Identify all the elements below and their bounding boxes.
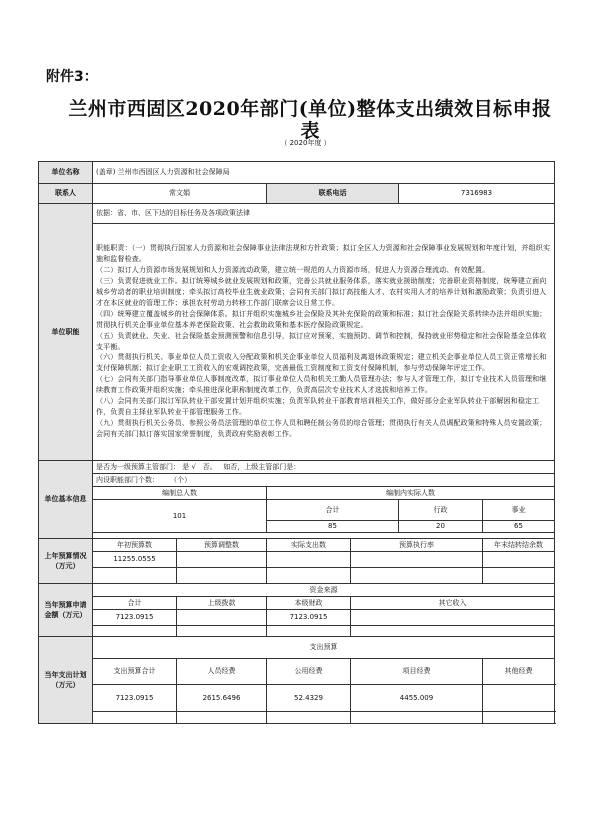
budget-superior-value	[177, 609, 267, 625]
actual-institution-value: 65	[483, 520, 555, 532]
duty-paragraph: （三）负责促进就业工作。拟订统筹城乡就业发展规划和政策，完善公共就业服务体系，落实就业援助制度；完善职业资格制度，统筹建立面向城乡劳动者的职业培训制度；牵头拟订高校毕业生就业政策；会同有关部门拟订高技能人才、农村实用人才的培养计划和激励政策；负责引进人才在本区就业的管理工作；承担农村劳动力转移工作部门联席会议日常工作。	[96, 277, 547, 307]
sub-units-unit: （个）	[170, 475, 192, 484]
sub-units-cell	[93, 473, 555, 486]
phone-label: 联系电话	[267, 183, 399, 203]
duty-paragraph: （九）贯彻执行机关公务员、参照公务员法管理的单位工作人员和聘任制公务员的综合管理；贯彻执行有关人员调配政策和特殊人员安置政策；会同有关部门拟订落实国家荣誉制度，负责政府奖励表彰工作。	[96, 418, 547, 438]
duty-paragraph: （四）统筹建立覆盖城乡的社会保障体系。拟订并组织实施城乡社会保险及其补充保险的政策和标准；拟订社会保险关系转续办法并组织实施；贯彻执行机关企事业单位基本养老保险政策、社会救助政策和基本医疗保险政策规定。	[96, 309, 547, 329]
last-year-filler-cell	[483, 567, 555, 583]
unit-name-row	[39, 161, 555, 183]
plan-personnel-header: 人员经费	[177, 658, 267, 684]
this-year-budget-values-row	[39, 609, 555, 625]
last-year-rate-header: 预算执行率	[351, 538, 483, 551]
duty-paragraph: （六）贯彻执行机关、事业单位人员工资收入分配政策和机关企事业单位人员福利及离退休政策规定；建立机关企事业单位人员工资正常增长和支付保障机制；拟订企业职工工资收入的宏观调控政策，完善最低工资制度和工资支付保障机制，参与劳动保障年评定工作。	[96, 353, 547, 373]
form-year: （ 2020年度 ）	[280, 139, 331, 147]
budget-unit-note: 如否，上级主管部门是：	[223, 462, 301, 471]
duty-paragraph: （七）会同有关部门指导事业单位人事制度改革，拟订事业单位人员和机关工勤人员管理办法；参与人才管理工作，拟订专业技术人员管理和继续教育工作政策并组织实施；牵头推进深化职称制度改革工作，负责高层次专业技术人才选拔和培养工作。	[96, 375, 547, 395]
plan-filler-cell	[267, 711, 351, 723]
last-year-adjust-value	[177, 551, 267, 567]
duties-label: 单位职能	[39, 203, 93, 460]
budget-unit-row	[39, 460, 555, 473]
plan-filler-row	[39, 711, 555, 723]
authorized-staff-header: 编制总人数	[93, 486, 267, 499]
plan-other-header: 其他经费	[483, 658, 555, 684]
last-year-adjust-header: 预算调整数	[177, 538, 267, 551]
last-year-initial-header: 年初预算数	[93, 538, 177, 551]
budget-total-value: 7123.0915	[93, 609, 177, 625]
last-year-actual-value	[267, 551, 351, 567]
this-year-budget-header-row	[39, 596, 555, 609]
plan-other-value	[483, 684, 555, 711]
last-year-filler-cell	[267, 567, 351, 583]
duty-paragraph: （五）负责就业、失业、社会保险基金预测预警和信息引导，拟订应对预案，实施预防、调节和控制，保持就业形势稳定和社会保险基金总体收支平衡。	[96, 331, 547, 351]
plan-section-row	[39, 636, 555, 658]
actual-total-header: 合计	[267, 499, 399, 520]
actual-admin-value: 20	[399, 520, 483, 532]
budget-unit-yes: 是	[182, 462, 190, 471]
plan-values-row	[39, 684, 555, 711]
last-year-header-row	[39, 538, 555, 551]
plan-public-value: 52.4329	[267, 684, 351, 711]
duties-basis: 依据：省、市、区下达的目标任务及各项政策法律	[93, 203, 555, 223]
budget-unit-no: 否。	[202, 462, 217, 471]
attachment-label: 附件3：	[46, 69, 98, 85]
budget-local-value: 7123.0915	[267, 609, 351, 625]
budget-superior-header: 上级拨款	[177, 596, 267, 609]
last-year-label: 上年预算情况（万元）	[39, 538, 93, 583]
budget-local-header: 本级财政	[267, 596, 351, 609]
actual-total-value: 85	[267, 520, 399, 532]
budget-unit-label: 是否为一级预算主管部门：	[96, 462, 180, 471]
spacer-row	[39, 151, 555, 161]
budget-unit-question	[93, 460, 555, 473]
actual-staff-header: 编制内实际人数	[267, 486, 555, 499]
duty-paragraph: （二）拟订人力资源市场发展规划和人力资源流动政策，建立统一规范的人力资源市场，促进人力资源合理流动、有效配置。	[96, 266, 490, 275]
phone-value: 7316983	[399, 183, 555, 203]
plan-total-value: 7123.0915	[93, 684, 177, 711]
plan-project-value: 4455.009	[351, 684, 483, 711]
plan-filler-cell	[351, 711, 483, 723]
plan-filler-cell	[483, 711, 555, 723]
last-year-carryover-value	[483, 551, 555, 567]
plan-header-row	[39, 658, 555, 684]
expenditure-budget-label: 支出预算	[93, 636, 555, 658]
last-year-filler-cell	[177, 567, 267, 583]
contact-row	[39, 183, 555, 203]
budget-filler-cell	[177, 625, 267, 636]
this-year-budget-label: 当年预算申请金额（万元）	[39, 583, 93, 636]
plan-project-header: 项目经费	[351, 658, 483, 684]
budget-unit-check-icon: √	[191, 462, 196, 471]
duties-basis-row	[39, 203, 555, 223]
last-year-initial-value: 11255.0555	[93, 551, 177, 567]
plan-public-header: 公用经费	[267, 658, 351, 684]
form-title-cut-char: 表	[300, 120, 320, 142]
last-year-filler-cell	[93, 567, 177, 583]
duties-content	[93, 223, 555, 460]
last-year-actual-header: 实际支出数	[267, 538, 351, 551]
last-year-carryover-header: 年末结转结余数	[483, 538, 555, 551]
sub-units-row	[39, 473, 555, 486]
authorized-staff-value: 101	[93, 499, 267, 532]
duty-paragraph: （八）会同有关部门拟订军队转业干部安置计划并组织实施；负责军队转业干部教育培训相关工作，做好部分企业军队转业干部解困和稳定工作，负责自主择业军队转业干部管理服务工作。	[96, 397, 540, 416]
staffing-header-row	[39, 486, 555, 499]
spacer-cell	[39, 151, 555, 161]
basic-info-label: 单位基本信息	[39, 460, 93, 538]
contact-label: 联系人	[39, 183, 93, 203]
budget-filler-cell	[351, 625, 555, 636]
this-year-source-row	[39, 583, 555, 596]
unit-name-value: (盖章) 兰州市西固区人力资源和社会保障局	[93, 161, 555, 183]
plan-filler-cell	[177, 711, 267, 723]
budget-other-header: 其它收入	[351, 596, 555, 609]
staffing-subheader-row	[39, 499, 555, 520]
plan-personnel-value: 2615.6496	[177, 684, 267, 711]
actual-institution-header: 事业	[483, 499, 555, 520]
form-title-overflow	[60, 120, 560, 142]
performance-goal-table	[38, 151, 555, 724]
contact-value: 常文娟	[93, 183, 267, 203]
last-year-values-row	[39, 551, 555, 567]
plan-total-header: 支出预算合计	[93, 658, 177, 684]
unit-name-label: 单位名称	[39, 161, 93, 183]
budget-filler-cell	[267, 625, 351, 636]
funding-source-label: 资金来源	[93, 583, 555, 596]
plan-filler-cell	[93, 711, 177, 723]
actual-admin-header: 行政	[399, 499, 483, 520]
form-title: 兰州市西固区2020年部门(单位)整体支出绩效目标申报	[68, 98, 552, 120]
budget-total-header: 合计	[93, 596, 177, 609]
this-year-budget-filler-row	[39, 625, 555, 636]
last-year-rate-value	[351, 551, 483, 567]
budget-filler-cell	[93, 625, 177, 636]
last-year-filler-row	[39, 567, 555, 583]
budget-other-value	[351, 609, 555, 625]
duty-paragraph: 职能职责：（一）贯彻执行国家人力资源和社会保障事业法律法规和方针政策；拟订全区人力资源和社会保障事业发展规划和年度计划，并组织实施和监督检查。	[96, 244, 551, 264]
sub-units-label: 内设职能部门个数：	[96, 475, 159, 484]
last-year-filler-cell	[351, 567, 483, 583]
this-year-plan-label: 当年支出计划（万元）	[39, 636, 93, 723]
duties-content-row	[39, 223, 555, 460]
